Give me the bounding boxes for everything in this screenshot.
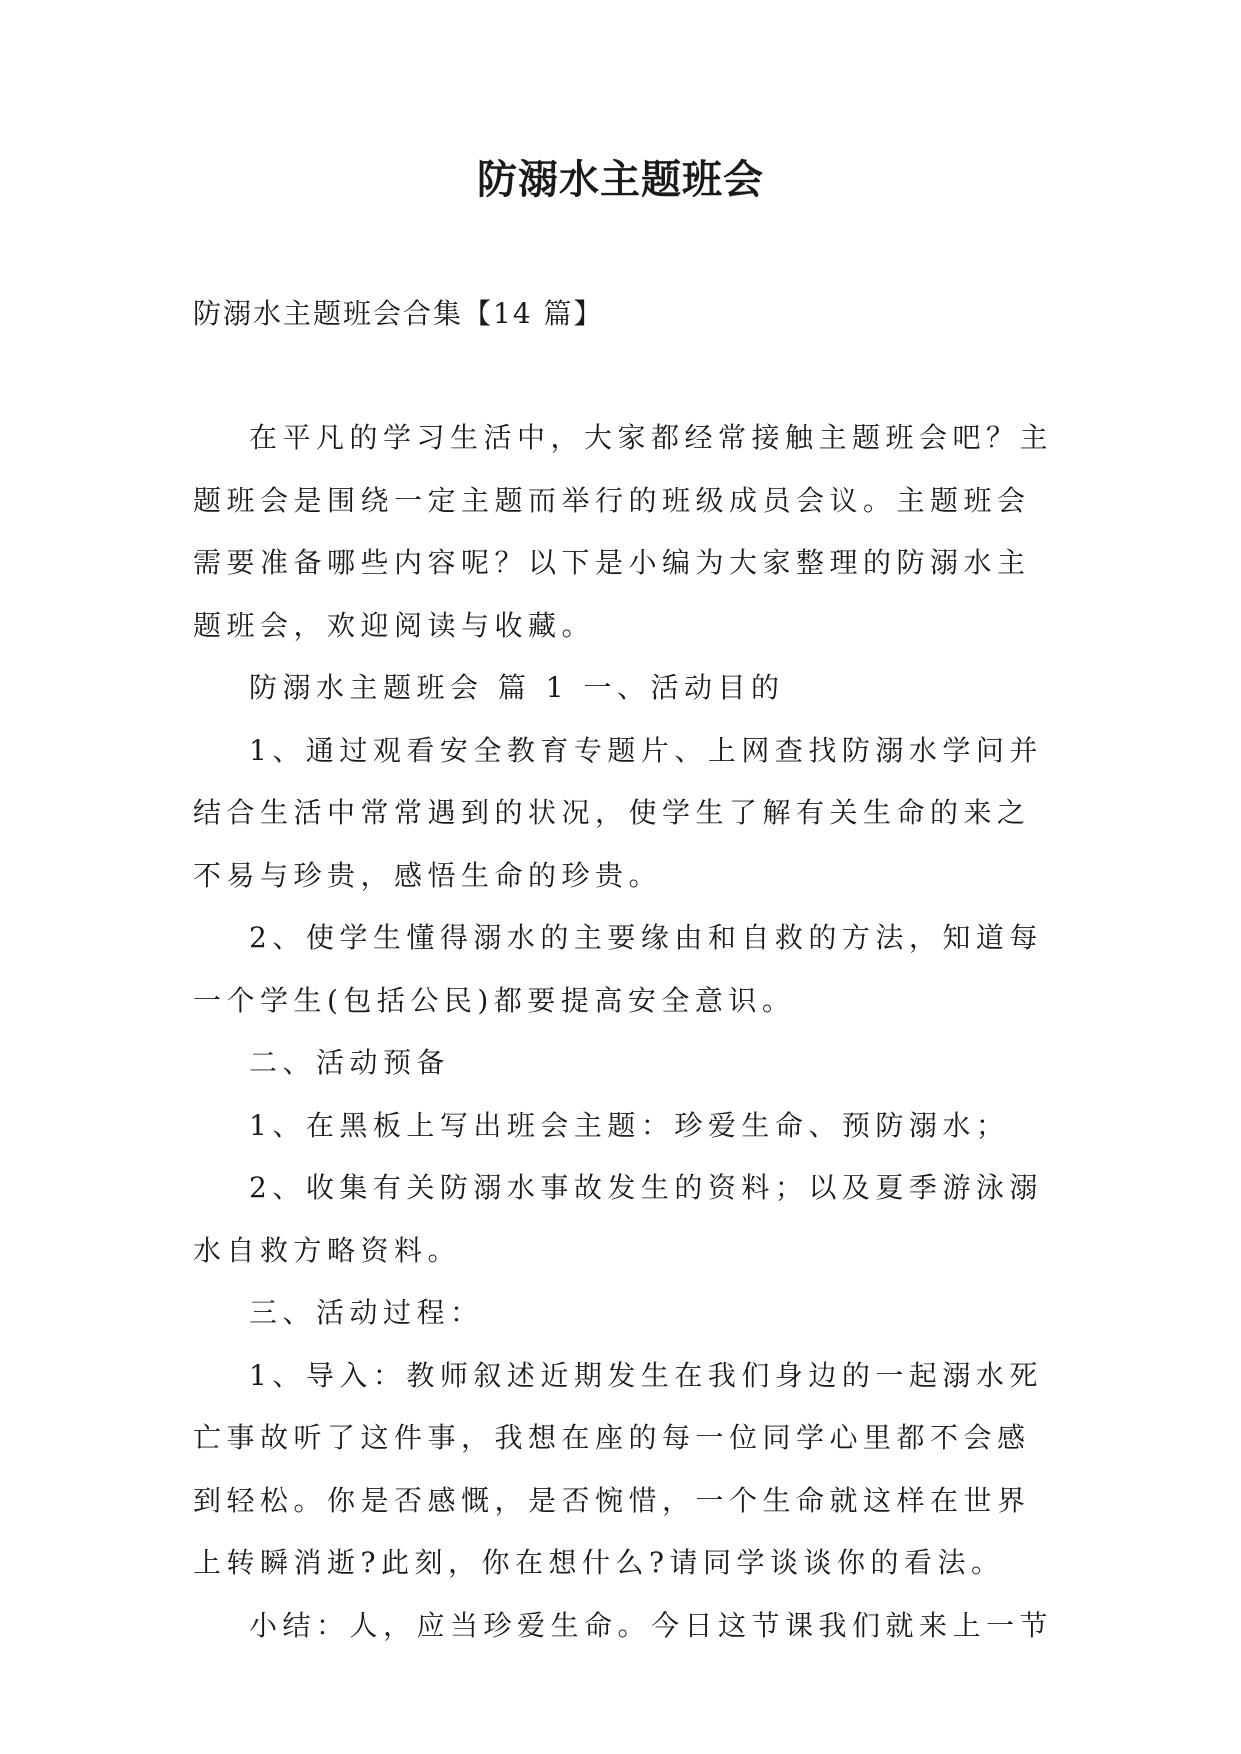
paragraph-goal-1: 1、通过观看安全教育专题片、上网查找防溺水学问并结合生活中常常遇到的状况，使学生了解有关生命的来之不易与珍贵，感悟生命的珍贵。 — [193, 733, 1043, 892]
paragraph-goal-2: 2、使学生懂得溺水的主要缘由和自救的方法，知道每一个学生(包括公民)都要提高安全意识。 — [193, 921, 1043, 1017]
paragraph-section-heading: 防溺水主题班会 篇 1 一、活动目的 — [249, 671, 785, 704]
paragraph-prep-heading: 二、活动预备 — [249, 1046, 451, 1079]
document-body — [193, 407, 1055, 1657]
paragraph-summary: 小结：人，应当珍爱生命。今日这节课我们就来上一节 — [249, 1608, 1054, 1642]
paragraph-process-1: 1、导入：教师叙述近期发生在我们身边的一起溺水死亡事故听了这件事，我想在座的每一位同学心里都不会感到轻松。你是否感慨，是否惋惜，一个生命就这样在世界上转瞬消逝?此刻，你在想什么?请同学谈谈你的看法。 — [193, 1358, 1043, 1579]
page-title: 防溺水主题班会 — [477, 156, 764, 203]
paragraph-process-heading: 三、活动过程： — [249, 1296, 484, 1329]
paragraph-prep-2: 2、收集有关防溺水事故发生的资料；以及夏季游泳溺水自救方略资料。 — [193, 1171, 1043, 1267]
document-subtitle: 防溺水主题班会合集【14 篇】 — [193, 297, 604, 330]
paragraph-intro: 在平凡的学习生活中，大家都经常接触主题班会吧？主题班会是围绕一定主题而举行的班级成员会议。主题班会需要准备哪些内容呢？以下是小编为大家整理的防溺水主题班会，欢迎阅读与收藏。 — [193, 421, 1054, 642]
paragraph-prep-1: 1、在黑板上写出班会主题：珍爱生命、预防溺水； — [249, 1108, 1010, 1142]
